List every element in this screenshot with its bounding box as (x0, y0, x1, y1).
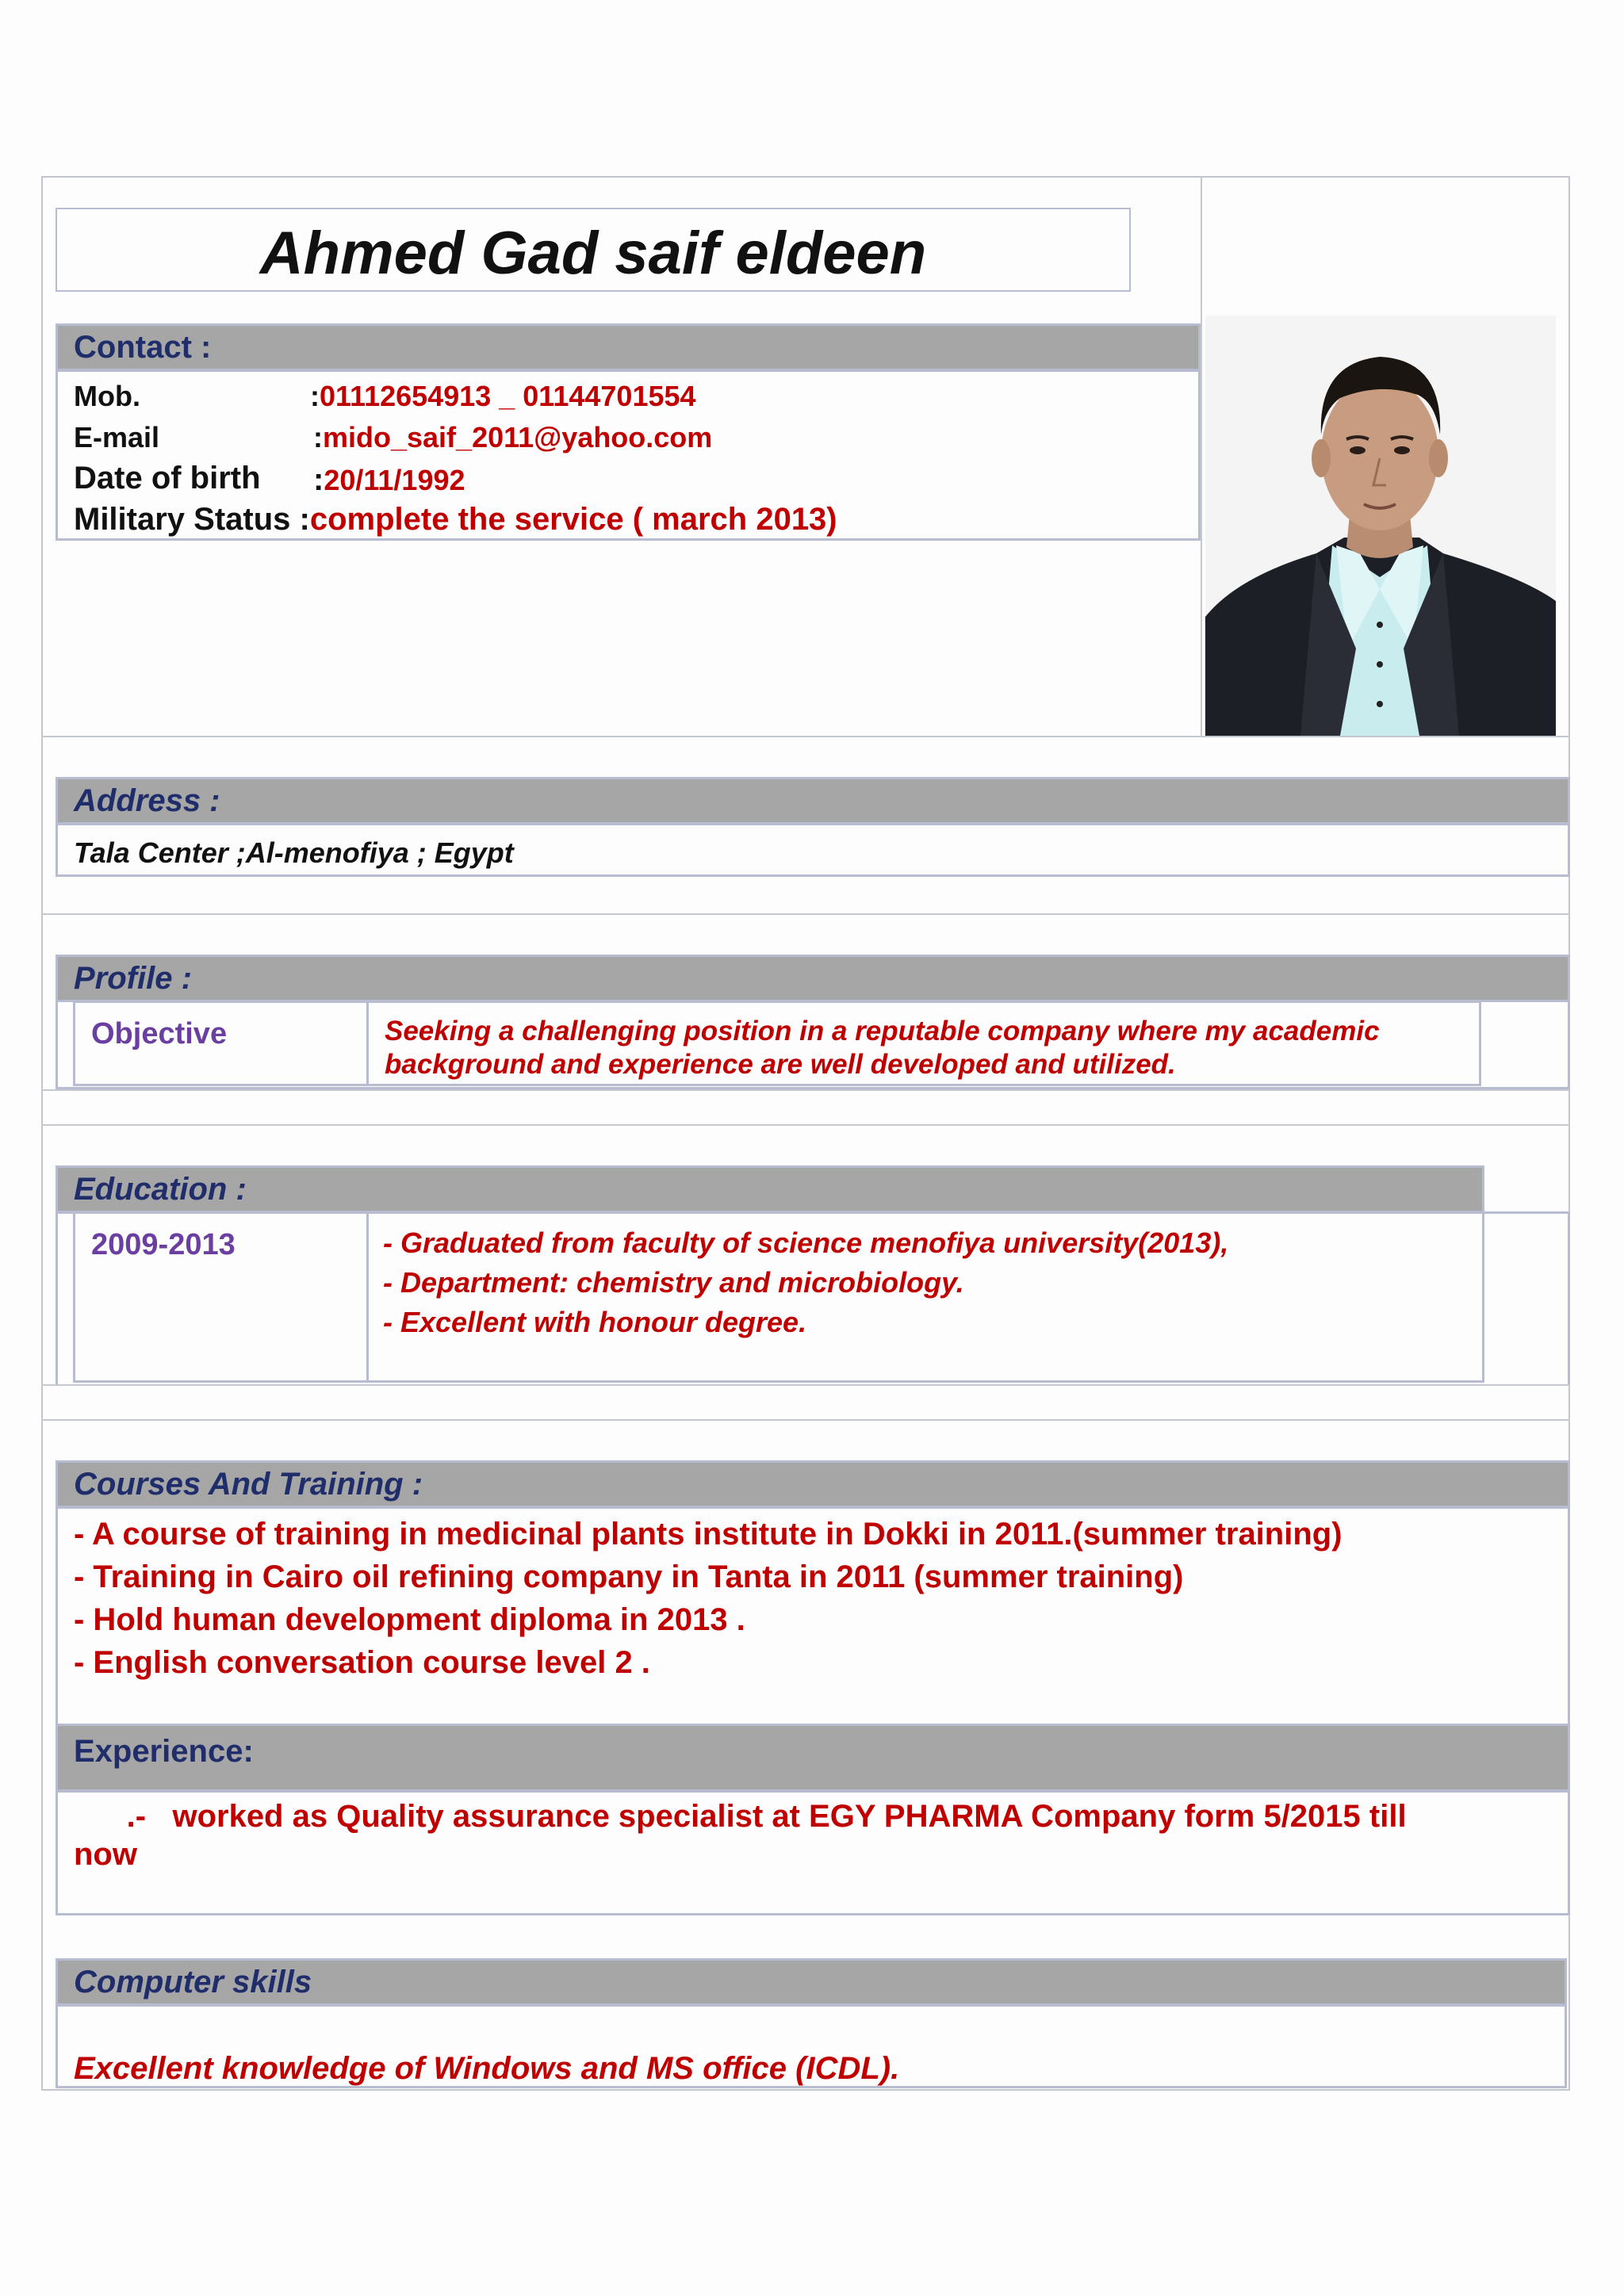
divider (41, 913, 1570, 915)
address-header: Address : (56, 777, 1570, 825)
name-box (56, 208, 1131, 292)
military-value: complete the service ( march 2013) (309, 502, 837, 537)
page-title: Ahmed Gad saif eldeen (259, 220, 927, 287)
education-item-1: - Graduated from faculty of science menofiya university(2013), (383, 1226, 1229, 1259)
objective-label: Objective (91, 1017, 228, 1050)
course-item-3: - Hold human development diploma in 2013 . (74, 1602, 745, 1637)
experience-line-1: .- worked as Quality assurance specialist at EGY PHARMA Company form 5/2015 till (74, 1799, 1407, 1834)
objective-line-2: background and experience are well developed and utilized. (385, 1049, 1176, 1080)
courses-box (56, 1506, 1570, 1725)
experience-line-2: now (74, 1837, 137, 1872)
objective-line-1: Seeking a challenging position in a reputable company where my academic (385, 1016, 1380, 1047)
course-item-2: - Training in Cairo oil refining company in Tanta in 2011 (summer training) (74, 1559, 1184, 1594)
education-item-2: - Department: chemistry and microbiology. (383, 1266, 964, 1299)
objective-label-cell (75, 1003, 369, 1084)
contact-row-mob (74, 380, 140, 413)
contact-row-mob-value: :01112654913 _ 01144701554 (310, 380, 696, 412)
mob-label: Mob. (74, 380, 140, 412)
contact-row-email-value: :mido_saif_2011@yahoo.com (313, 421, 713, 453)
military-label: Military Status (74, 502, 291, 537)
email-value: mido_saif_2011@yahoo.com (323, 421, 713, 453)
course-item-4: - English conversation course level 2 . (74, 1645, 650, 1680)
address-value: Tala Center ;Al-menofiya ; Egypt (74, 836, 514, 869)
divider (41, 1089, 1570, 1091)
courses-header: Courses And Training : (56, 1460, 1570, 1508)
divider (41, 1124, 1570, 1126)
dob-value: 20/11/1992 (324, 464, 465, 496)
experience-header: Experience: (56, 1724, 1570, 1792)
contact-row-dob-value: :20/11/1992 (313, 462, 465, 497)
profile-photo (1205, 316, 1556, 736)
photo-column-divider (1201, 176, 1202, 737)
contact-row-military: Military Status :complete the service ( march 2013) (74, 502, 837, 537)
profile-table (73, 1001, 1481, 1086)
computer-skills-value: Excellent knowledge of Windows and MS office (ICDL). (74, 2051, 900, 2086)
contact-row-dob (74, 461, 261, 496)
contact-box (56, 369, 1201, 541)
person-photo-icon (1205, 316, 1556, 736)
divider (41, 1384, 1570, 1386)
course-item-1: - A course of training in medicinal plants institute in Dokki in 2011.(summer training) (74, 1517, 1342, 1552)
experience-box (56, 1790, 1570, 1915)
divider (41, 736, 1570, 737)
education-header: Education : (56, 1165, 1484, 1213)
education-years-cell (75, 1214, 369, 1380)
computer-skills-box (56, 2004, 1567, 2088)
education-table (73, 1211, 1484, 1383)
education-years: 2009-2013 (91, 1228, 236, 1261)
mob-value: 01112654913 _ 01144701554 (320, 380, 696, 412)
contact-row-email (74, 421, 159, 454)
profile-header: Profile : (56, 955, 1570, 1002)
dob-label: Date of birth (74, 461, 261, 496)
computer-skills-header: Computer skills (56, 1958, 1567, 2006)
address-box (56, 823, 1570, 877)
email-label: E-mail (74, 421, 160, 453)
education-item-3: - Excellent with honour degree. (383, 1306, 807, 1338)
contact-header: Contact : (56, 323, 1201, 371)
divider (41, 1419, 1570, 1421)
